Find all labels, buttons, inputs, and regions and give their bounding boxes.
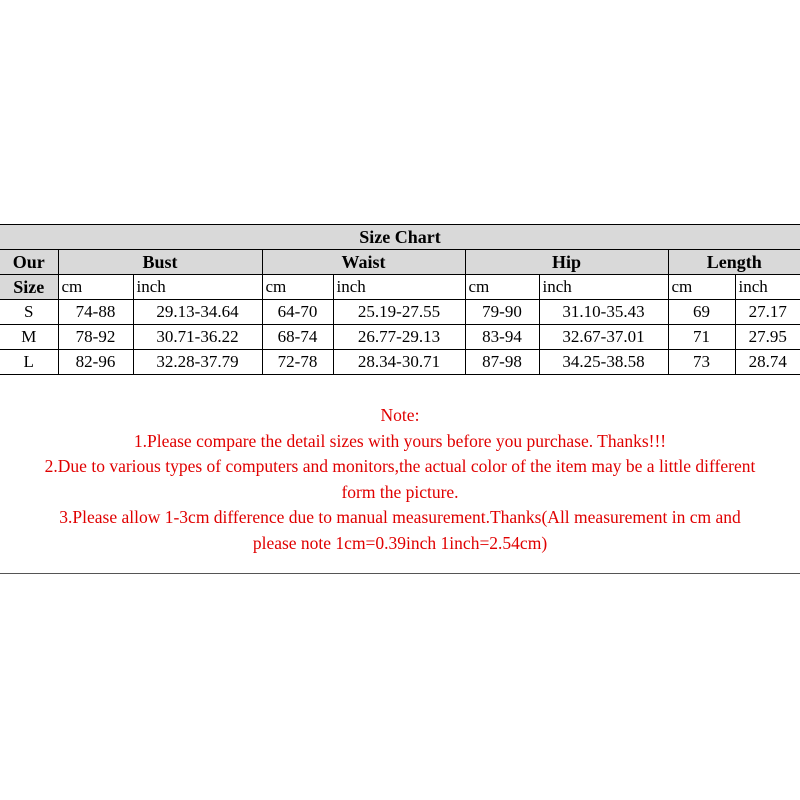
waist-inch-unit: inch xyxy=(333,275,465,300)
bust-inch: 29.13-34.64 xyxy=(133,300,262,325)
table-title: Size Chart xyxy=(0,225,800,250)
waist-inch: 28.34-30.71 xyxy=(333,350,465,375)
waist-cm-unit: cm xyxy=(262,275,333,300)
waist-inch: 25.19-27.55 xyxy=(333,300,465,325)
waist-cm: 72-78 xyxy=(262,350,333,375)
length-cm: 69 xyxy=(668,300,735,325)
title-row xyxy=(0,225,800,250)
note-line-2b: form the picture. xyxy=(341,481,459,502)
hip-cm-unit: cm xyxy=(465,275,539,300)
hip-inch: 32.67-37.01 xyxy=(539,325,668,350)
bust-inch: 30.71-36.22 xyxy=(133,325,262,350)
hip-cm: 79-90 xyxy=(465,300,539,325)
length-inch-unit: inch xyxy=(735,275,800,300)
length-cm: 71 xyxy=(668,325,735,350)
unit-header-row xyxy=(0,275,800,300)
hip-header: Hip xyxy=(465,250,668,275)
bust-cm-unit: cm xyxy=(58,275,133,300)
bust-cm: 78-92 xyxy=(58,325,133,350)
hip-inch: 34.25-38.58 xyxy=(539,350,668,375)
hip-inch-unit: inch xyxy=(539,275,668,300)
size-label: L xyxy=(0,350,58,375)
note-line-3b: please note 1cm=0.39inch 1inch=2.54cm) xyxy=(252,532,548,553)
note-heading: Note: xyxy=(380,405,420,425)
bottom-divider xyxy=(0,573,800,574)
size-label: S xyxy=(0,300,58,325)
length-header: Length xyxy=(668,250,800,275)
group-header-row xyxy=(0,250,800,275)
bust-cm: 74-88 xyxy=(58,300,133,325)
waist-header: Waist xyxy=(262,250,465,275)
bust-inch-unit: inch xyxy=(133,275,262,300)
waist-cm: 64-70 xyxy=(262,300,333,325)
hip-cm: 87-98 xyxy=(465,350,539,375)
length-inch: 27.95 xyxy=(735,325,800,350)
length-inch: 28.74 xyxy=(735,350,800,375)
length-cm: 73 xyxy=(668,350,735,375)
note-line-2a: 2.Due to various types of computers and monitors,the actual color of the item may be a little different xyxy=(44,456,756,476)
size-chart-table xyxy=(0,224,800,375)
table-row xyxy=(0,300,800,325)
table-row xyxy=(0,325,800,350)
size-header-bottom: Size xyxy=(0,275,58,300)
length-inch: 27.17 xyxy=(735,300,800,325)
size-label: M xyxy=(0,325,58,350)
table-row xyxy=(0,350,800,375)
waist-inch: 26.77-29.13 xyxy=(333,325,465,350)
note-line-1: 1.Please compare the detail sizes with yours before you purchase. Thanks!!! xyxy=(133,430,667,451)
waist-cm: 68-74 xyxy=(262,325,333,350)
note-block xyxy=(0,403,800,556)
hip-cm: 83-94 xyxy=(465,325,539,350)
bust-inch: 32.28-37.79 xyxy=(133,350,262,375)
hip-inch: 31.10-35.43 xyxy=(539,300,668,325)
bust-header: Bust xyxy=(58,250,262,275)
size-header-top: Our xyxy=(0,250,58,275)
note-line-3a: 3.Please allow 1-3cm difference due to manual measurement.Thanks(All measurement in cm and xyxy=(59,507,741,527)
length-cm-unit: cm xyxy=(668,275,735,300)
bust-cm: 82-96 xyxy=(58,350,133,375)
